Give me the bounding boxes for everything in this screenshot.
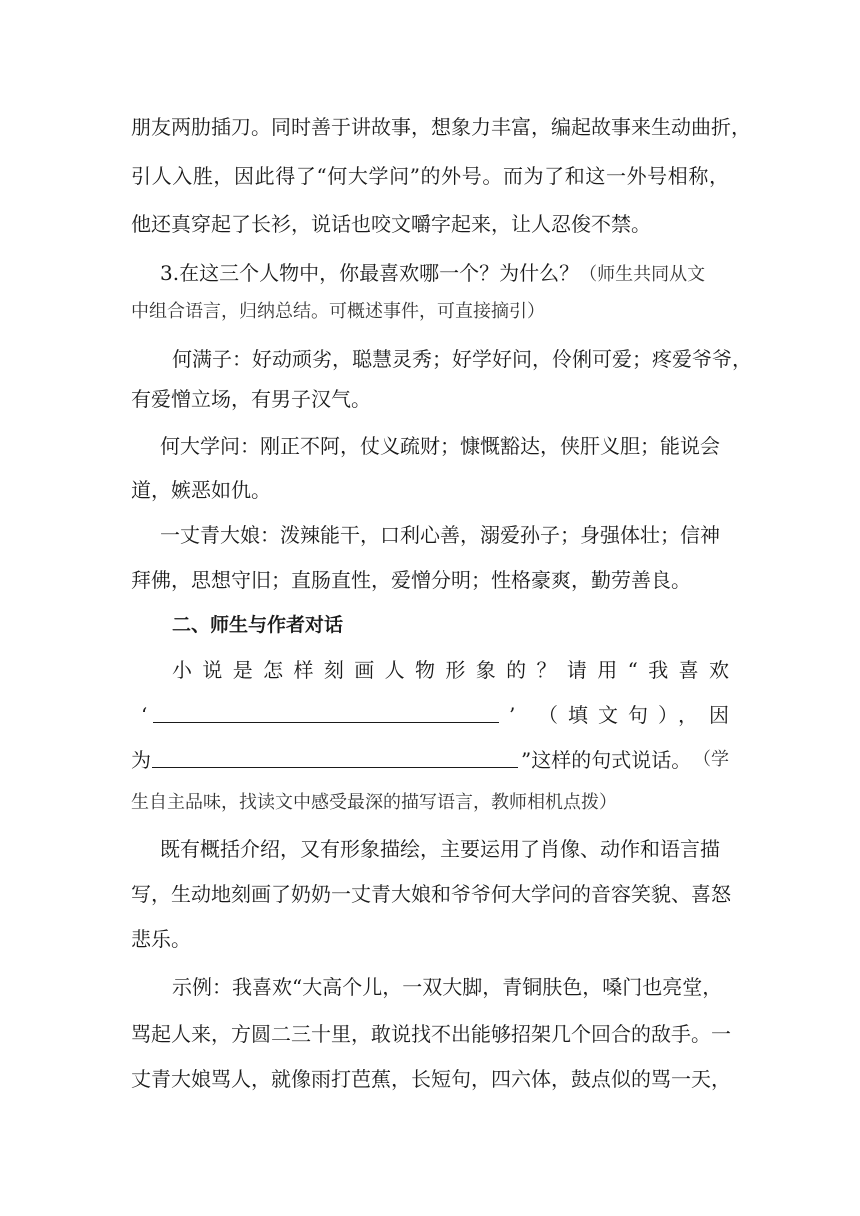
prompt-line: 小说是怎样刻画人物形象的？请用“我喜欢 (172, 658, 729, 682)
question-note-continued: 中组合语言，归纳总结。可概述事件，可直接摘引） (131, 301, 545, 322)
answer-he-daxuewen-line: 何大学问：刚正不阿，仗义疏财；慷慨豁达，侠肝义胆；能说会 (160, 434, 720, 458)
summary-line: 写，生动地刻画了奶奶一丈青大娘和爷爷何大学问的音容笑貌、喜怒 (131, 882, 731, 906)
prompt-tail: ”这样的句式说话。 (521, 748, 692, 772)
because-blank[interactable] (152, 749, 518, 768)
answer-he-manzi-line: 何满子：好动顽劣，聪慧灵秀；好学好问，伶俐可爱；疼爱爷爷， (172, 347, 752, 371)
prompt-note-continued: 生自主品味，找读文中感受最深的描写语言，教师相机点拨） (131, 792, 617, 813)
question-note: （师生共同从文 (579, 264, 706, 285)
because-text: 为 (131, 748, 151, 772)
example-line: 骂起人来，方圆二三十里，敢说找不出能够招架几个回合的敌手。一 (131, 1022, 731, 1046)
answer-yizhang-line: 一丈青大娘：泼辣能干，口利心善，溺爱孙子；身强体壮；信神 (160, 523, 720, 547)
question-text: 3.在这三个人物中，你最喜欢哪一个？为什么？ (160, 261, 580, 285)
fill-hint: （填文句）， (538, 703, 708, 727)
answer-he-manzi-line: 有爱憎立场，有男子汉气。 (131, 387, 371, 411)
answer-he-daxuewen-line: 道，嫉恶如仇。 (131, 478, 271, 502)
close-quote: ’ (509, 703, 516, 727)
question-3 (160, 258, 729, 290)
answer-yizhang-line: 拜佛，思想守旧；直肠直性，爱憎分明；性格豪爽，勤劳善良。 (131, 568, 691, 592)
fill-blank[interactable] (153, 704, 499, 723)
because-text: 因 (709, 703, 729, 727)
summary-line: 既有概括介绍，又有形象描绘，主要运用了肖像、动作和语言描 (160, 837, 720, 861)
section-heading: 二、师生与作者对话 (172, 614, 344, 636)
open-quote: ‘ (141, 703, 148, 727)
example-line: 丈青大娘骂人，就像雨打芭蕉，长短句，四六体，鼓点似的骂一天， (131, 1067, 731, 1091)
summary-line: 悲乐。 (131, 927, 191, 951)
paragraph-line: 他还真穿起了长衫，说话也咬文嚼字起来，让人忍俊不禁。 (131, 212, 651, 236)
prompt-note: （学 (693, 749, 729, 770)
paragraph-line: 引人入胜，因此得了“何大学问”的外号。而为了和这一外号相称， (131, 164, 729, 188)
example-line: 示例：我喜欢“大高个儿，一双大脚，青铜肤色，嗓门也亮堂， (172, 975, 723, 999)
paragraph-line: 朋友两肋插刀。同时善于讲故事，想象力丰富，编起故事来生动曲折， (131, 115, 751, 139)
